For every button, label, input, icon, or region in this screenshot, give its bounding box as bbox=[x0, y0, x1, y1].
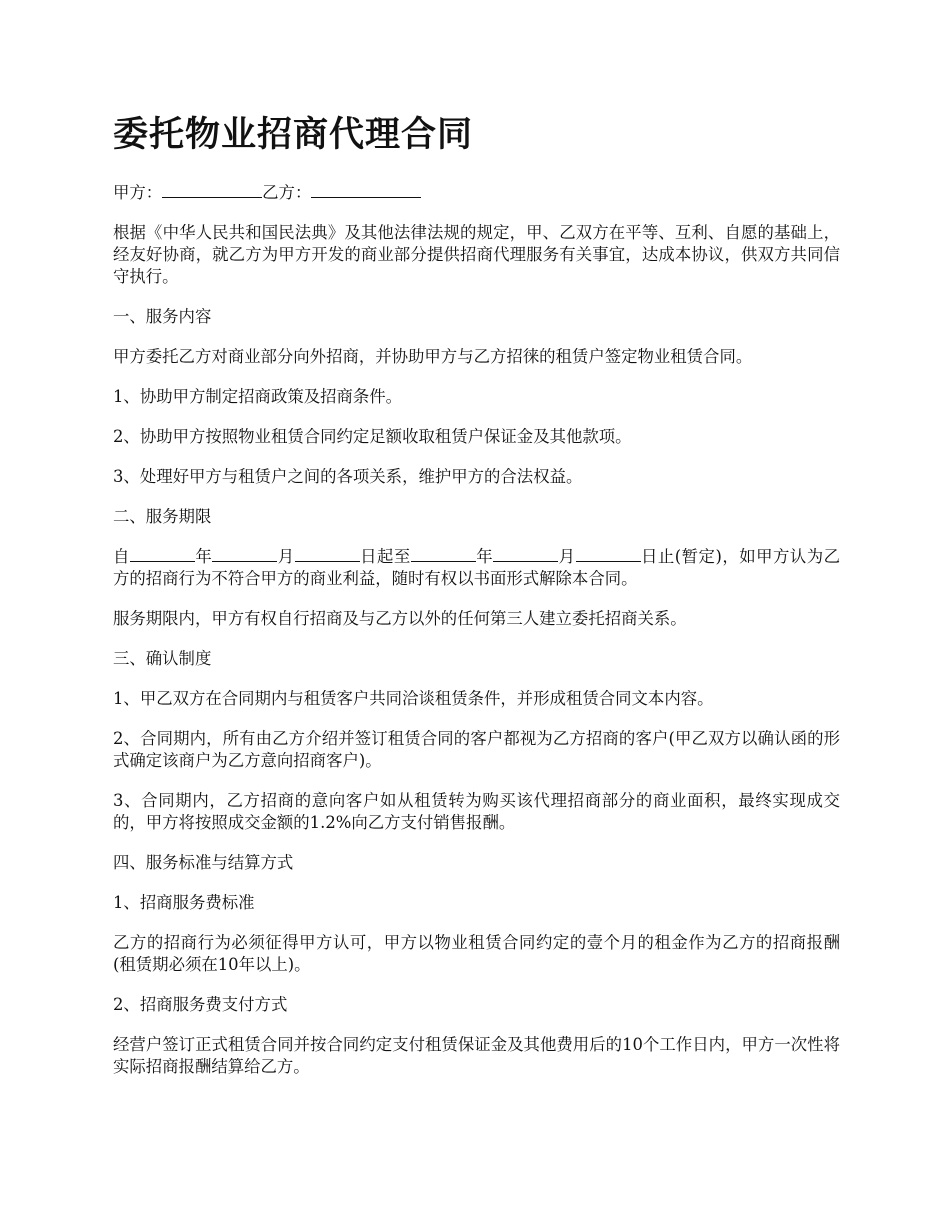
section-4-paragraph-1: 乙方的招商行为必须征得甲方认可，甲方以物业租赁合同约定的壹个月的租金作为乙方的招商报酬(租赁期必须在10年以上)。 bbox=[113, 933, 840, 974]
document-page bbox=[113, 110, 840, 1096]
section-3-heading: 三、确认制度 bbox=[113, 649, 212, 668]
section-4-heading: 四、服务标准与结算方式 bbox=[113, 853, 294, 872]
term-text-3: 月 bbox=[277, 547, 295, 566]
section-2-term-paragraph bbox=[113, 546, 840, 590]
start-day-blank bbox=[295, 546, 360, 562]
section-1-paragraph: 甲方委托乙方对商业部分向外招商，并协助甲方与乙方招徕的租赁户签定物业租赁合同。 bbox=[113, 347, 753, 366]
section-1-item-3: 3、处理好甲方与租赁户之间的各项关系，维护甲方的合法权益。 bbox=[113, 467, 583, 486]
section-1-item-1: 1、协助甲方制定招商政策及招商条件。 bbox=[113, 387, 403, 406]
section-3-item-2: 2、合同期内，所有由乙方介绍并签订租赁合同的客户都视为乙方招商的客户(甲乙双方以确认函的形式确定该商户为乙方意向招商客户)。 bbox=[113, 729, 840, 770]
party-a-label: 甲方： bbox=[113, 183, 163, 202]
section-4-paragraph-2: 经营户签订正式租赁合同并按合同约定支付租赁保证金及其他费用后的10个工作日内，甲方一次性将实际招商报酬结算给乙方。 bbox=[113, 1035, 840, 1076]
section-4-subheading-2: 2、招商服务费支付方式 bbox=[113, 995, 288, 1014]
term-text-4: 日起至 bbox=[359, 547, 411, 566]
end-year-blank bbox=[411, 546, 476, 562]
section-2-heading: 二、服务期限 bbox=[113, 507, 212, 526]
document-title: 委托物业招商代理合同 bbox=[113, 114, 474, 155]
term-text-5: 年 bbox=[475, 547, 494, 566]
term-text-7: 日止(暂定)，如甲方认为乙方的招商行为不符合甲方的商业利益，随时有权以书面形式解除本合同。 bbox=[113, 547, 841, 588]
term-text-2: 年 bbox=[194, 547, 213, 566]
party-b-blank bbox=[311, 182, 421, 198]
parties-line bbox=[113, 182, 840, 204]
section-1-item-2: 2、协助甲方按照物业租赁合同约定足额收取租赁户保证金及其他款项。 bbox=[113, 427, 632, 446]
section-2-paragraph: 服务期限内，甲方有权自行招商及与乙方以外的任何第三人建立委托招商关系。 bbox=[113, 609, 687, 628]
section-1-heading: 一、服务内容 bbox=[113, 307, 212, 326]
term-text-1: 自 bbox=[113, 547, 130, 566]
section-3-item-3: 3、合同期内，乙方招商的意向客户如从租赁转为购买该代理招商部分的商业面积，最终实现成交的，甲方将按照成交金额的1.2%向乙方支付销售报酬。 bbox=[113, 791, 840, 832]
start-year-blank bbox=[130, 546, 195, 562]
end-day-blank bbox=[576, 546, 641, 562]
term-text-6: 月 bbox=[558, 547, 576, 566]
section-3-item-1: 1、甲乙双方在合同期内与租赁客户共同洽谈租赁条件，并形成租赁合同文本内容。 bbox=[113, 689, 714, 708]
start-month-blank bbox=[212, 546, 277, 562]
section-4-subheading-1: 1、招商服务费标准 bbox=[113, 893, 255, 912]
party-b-label: 乙方： bbox=[262, 183, 312, 202]
end-month-blank bbox=[493, 546, 558, 562]
party-a-blank bbox=[162, 182, 262, 198]
intro-paragraph: 根据《中华人民共和国民法典》及其他法律法规的规定，甲、乙双方在平等、互利、自愿的基础上，经友好协商，就乙方为甲方开发的商业部分提供招商代理服务有关事宜，达成本协议，供双方共同信守执行。 bbox=[113, 223, 840, 286]
